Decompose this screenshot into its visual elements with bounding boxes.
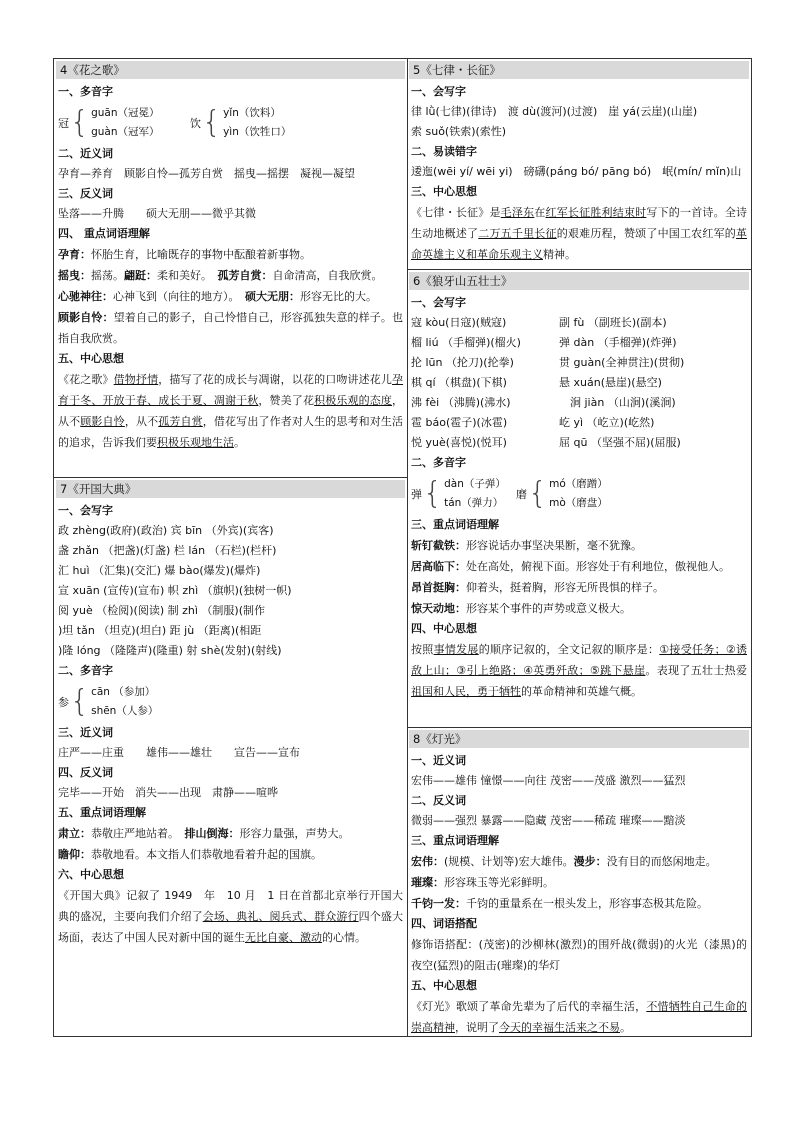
- antonyms: 完毕——开始 消失——出现 肃静——喧哗: [58, 786, 278, 799]
- definition: 惊天动地：形容某个事件的声势或意义极大。: [411, 602, 631, 615]
- antonyms: 坠落——升腾 硕大无朋——微乎其微: [58, 207, 256, 220]
- section-kai-guo-da-dian: [54, 477, 407, 1036]
- central-idea: 《花之歌》借物抒情，描写了花的成长与凋谢，以花的口吻讲述花儿孕育于冬、开放于春、成长于夏、凋谢于秋，赞美了花积极乐观的态度，从不顾影自怜，从不孤芳自赏，借花写出了作者对人生的思考和对生活的追求，告诉我们要积极乐观地生活。: [58, 373, 404, 449]
- central-idea: 按照事情发展的顺序记叙的，全文记叙的顺序是：①接受任务；②诱敌上山；③引上绝路；④英勇歼敌；⑤跳下悬崖。表现了五壮士热爱祖国和人民，勇于牺牲的革命精神和英雄气概。: [411, 643, 748, 698]
- heading-write-chars: 一、会写字: [411, 296, 466, 309]
- heading-misread: 二、易读错字: [411, 145, 477, 158]
- char-row: [411, 373, 747, 393]
- char-row: 索 suǒ(铁索)(索性): [411, 125, 507, 138]
- polyphone-dan: [411, 475, 516, 513]
- char-entry: 屹 yì （屹立)(屹然): [559, 416, 655, 429]
- char-row: 阅 yuè （检阅)(阅读) 制 zhì （制服)(制作: [58, 604, 265, 617]
- brace-icon: {: [528, 476, 548, 511]
- char-row: 盏 zhǎn （把盏)(灯盏) 栏 lán （石栏)(栏杆): [58, 544, 277, 557]
- heading-polyphones: 二、多音字: [58, 664, 113, 677]
- section-lang-ya-shan: [407, 269, 751, 727]
- polyphone-char: 参: [58, 696, 69, 709]
- char-entry: 副 fù （副班长)(副本): [559, 316, 667, 329]
- heading-key-words: 五、重点词语理解: [58, 806, 146, 819]
- heading-antonyms: 二、反义词: [411, 794, 466, 807]
- polyphone-block: [58, 681, 403, 723]
- char-row: 汇 huì （汇集)(交汇) 爆 bào(爆发)(爆炸): [58, 564, 261, 577]
- polyphone-block: [411, 473, 747, 515]
- definition: 孕育：怀胎生育，比喻既存的事物中酝酿着新事物。: [58, 248, 311, 261]
- polyphone-char: 弹: [411, 488, 422, 501]
- definition: 顾影自怜：望着自己的影子，自己怜惜自己，形容孤独失意的样子。也指自我欣赏。: [58, 311, 404, 345]
- brace-icon: {: [70, 684, 90, 719]
- definition: 宏伟：(规模、计划等)宏大雄伟。漫步：没有目的而悠闲地走。: [411, 855, 717, 868]
- char-entry: 寇 kòu(日寇)(贼寇): [411, 316, 507, 329]
- central-idea: 《七律・长征》是毛泽东在红军长征胜利结束时写下的一首诗。全诗生动地概述了二万五千里长征的艰难历程，赞颂了中国工农红军的革命英雄主义和革命乐观主义精神。: [411, 206, 748, 261]
- heading-polyphones: 二、多音字: [411, 456, 466, 469]
- definition: 昂首挺胸：仰着头，挺着胸，形容无所畏惧的样子。: [411, 581, 664, 594]
- central-idea: 《开国大典》记叙了 1949 年 10 月 1 日在首都北京举行开国大典的盛况，主要向我们介绍了会场、典礼、阅兵式、群众游行四个盛大场面，表达了中国人民对新中国的诞生无比自豪、激动的心情。: [58, 889, 404, 944]
- reading: cān （参加）: [91, 686, 156, 698]
- char-row: 政 zhèng(政府)(政治) 宾 bīn （外宾)(宾客): [58, 524, 274, 537]
- synonyms: 宏伟——雄伟 憧憬——向往 茂密——茂盛 激烈——猛烈: [411, 774, 686, 787]
- char-entry: 抡 lūn （抡刀)(抡拳): [411, 356, 514, 369]
- misread-row: 逶迤(wēi yí/ wēi yi) 磅礴(páng bó/ pāng bó) 岷(mín/ mǐn)山: [411, 165, 742, 178]
- heading-key-words: 三、重点词语理解: [411, 834, 499, 847]
- heading-central-idea: 五、中心思想: [411, 979, 477, 992]
- char-row: [411, 393, 747, 413]
- section-title: 6《狼牙山五壮士》: [409, 272, 749, 290]
- char-entry: 沸 fèi （沸腾)(沸水): [411, 396, 511, 409]
- section-hua-zhi-ge: [54, 59, 407, 477]
- heading-central-idea: 五、中心思想: [58, 352, 124, 365]
- char-row: [411, 433, 747, 453]
- section-title: 5《七律・长征》: [409, 61, 749, 79]
- heading-polyphones: 一、多音字: [58, 85, 113, 98]
- heading-antonyms: 四、反义词: [58, 766, 113, 779]
- reading: guān（冠冕）: [91, 107, 160, 119]
- section-title: 7《开国大典》: [56, 480, 405, 498]
- char-entry: 悬 xuán(悬崖)(悬空): [559, 376, 662, 389]
- char-row: )隆 lóng （隆隆声)(隆重) 射 shè(发射)(射线): [58, 644, 282, 657]
- heading-collocation: 四、词语搭配: [411, 917, 477, 930]
- char-row: [411, 333, 747, 353]
- heading-synonyms: 二、近义词: [58, 147, 113, 160]
- definition: 瞻仰：恭敬地看。本文指人们恭敬地看着升起的国旗。: [58, 848, 322, 861]
- synonyms: 庄严——庄重 雄伟——雄壮 宣告——宣布: [58, 746, 300, 759]
- definition: 斩钉截铁：形容说话办事坚决果断，毫不犹豫。: [411, 539, 642, 552]
- char-entry: 弹 dàn （手榴弹)(炸弹): [559, 336, 677, 349]
- char-row: 宣 xuān (宣传)(宣布) 帜 zhì （旗帜)(独树一帜): [58, 584, 292, 597]
- polyphone-char: 磨: [516, 488, 527, 501]
- synonyms: 孕育—养育 顾影自怜—孤芳自赏 摇曳—摇摆 凝视—凝望: [58, 167, 355, 180]
- section-qi-lv-chang-zheng: [407, 59, 751, 269]
- heading-key-words: 四、 重点词语理解: [58, 227, 150, 240]
- reading: mó（磨蹭）: [549, 478, 608, 490]
- char-entry: 棋 qí （棋盘)(下棋): [411, 376, 507, 389]
- heading-central-idea: 四、中心思想: [411, 622, 477, 635]
- reading: shēn（人参）: [91, 705, 159, 717]
- char-entry: 雹 báo(雹子)(冰雹): [411, 416, 508, 429]
- antonyms: 微弱——强烈 暴露——隐藏 茂密——稀疏 璀璨——黯淡: [411, 814, 686, 827]
- polyphone-block: [58, 102, 403, 144]
- brace-icon: {: [70, 105, 90, 140]
- heading-central-idea: 三、中心思想: [411, 185, 477, 198]
- heading-write-chars: 一、会写字: [58, 504, 113, 517]
- char-entry: 贯 guàn(全神贯注)(贯彻): [559, 356, 685, 369]
- char-entry: 悦 yuè(喜悦)(悦耳): [411, 436, 507, 449]
- char-entry: 涧 jiàn （山涧)(溪涧): [559, 396, 676, 409]
- polyphone-shen: [58, 683, 158, 721]
- heading-central-idea: 六、中心思想: [58, 868, 124, 881]
- char-row: [411, 353, 747, 373]
- char-entry: 屈 qū （坚强不屈)(屈服): [559, 436, 681, 449]
- char-grid: [411, 313, 747, 453]
- reading: yǐn（饮料）: [223, 107, 281, 119]
- section-title: 8《灯光》: [409, 730, 749, 748]
- char-row: [411, 313, 747, 333]
- definition: 千钧一发：千钧的重量系在一根头发上，形容事态极其危险。: [411, 897, 708, 910]
- definition: 居高临下：处在高处，俯视下面。形容处于有利地位，傲视他人。: [411, 560, 730, 573]
- char-entry: 榴 liú （手榴弹)(榴火): [411, 336, 521, 349]
- char-row: 律 lǜ(七律)(律诗) 渡 dù(渡河)(过渡) 崖 yá(云崖)(山崖): [411, 105, 698, 118]
- notes-sheet: [53, 58, 752, 1037]
- polyphone-yin: [190, 104, 291, 142]
- brace-icon: {: [202, 105, 222, 140]
- brace-icon: {: [423, 476, 443, 511]
- definition: 心驰神往：心神飞到（向往的地方）。 硕大无朋：形容无比的大。: [58, 290, 377, 303]
- definition: 璀璨：形容珠玉等光彩鲜明。: [411, 876, 554, 889]
- reading: yìn（饮牲口）: [223, 126, 292, 138]
- reading: mò（磨盘）: [549, 497, 608, 509]
- heading-synonyms: 一、近义词: [411, 754, 466, 767]
- heading-antonyms: 三、反义词: [58, 187, 113, 200]
- reading: guàn（冠军）: [91, 126, 160, 138]
- polyphone-guan: [58, 104, 190, 142]
- central-idea: 《灯光》歌颂了革命先辈为了后代的幸福生活，不惜牺牲自己生命的崇高精神，说明了今天的幸福生活来之不易。: [411, 1000, 747, 1034]
- polyphone-char: 冠: [58, 117, 69, 130]
- definition: 肃立：恭敬庄严地站着。 排山倒海：形容力量强，声势大。: [58, 827, 350, 840]
- section-deng-guang: [407, 727, 751, 1036]
- heading-key-words: 三、重点词语理解: [411, 518, 499, 531]
- collocation: 修饰语搭配：(茂密)的沙柳林(激烈)的围歼战(微弱)的火光（漆黑)的夜空(猛烈)的阻击(璀璨)的华灯: [411, 938, 747, 972]
- char-row: )坦 tǎn （坦克)(坦白) 距 jù （距离)(相距: [58, 624, 262, 637]
- char-row: [411, 413, 747, 433]
- reading: dàn（子弹）: [444, 478, 506, 490]
- right-column: [407, 59, 751, 1036]
- section-title: 4《花之歌》: [56, 61, 405, 79]
- heading-synonyms: 三、近义词: [58, 726, 113, 739]
- definition: 摇曳：摇荡。翩跹：柔和美好。 孤芳自赏：自命清高，自我欣赏。: [58, 269, 383, 282]
- reading: tán（弹力）: [444, 497, 504, 509]
- left-column: [54, 59, 408, 1036]
- heading-write-chars: 一、会写字: [411, 85, 466, 98]
- polyphone-mo: [516, 475, 608, 513]
- polyphone-char: 饮: [190, 117, 201, 130]
